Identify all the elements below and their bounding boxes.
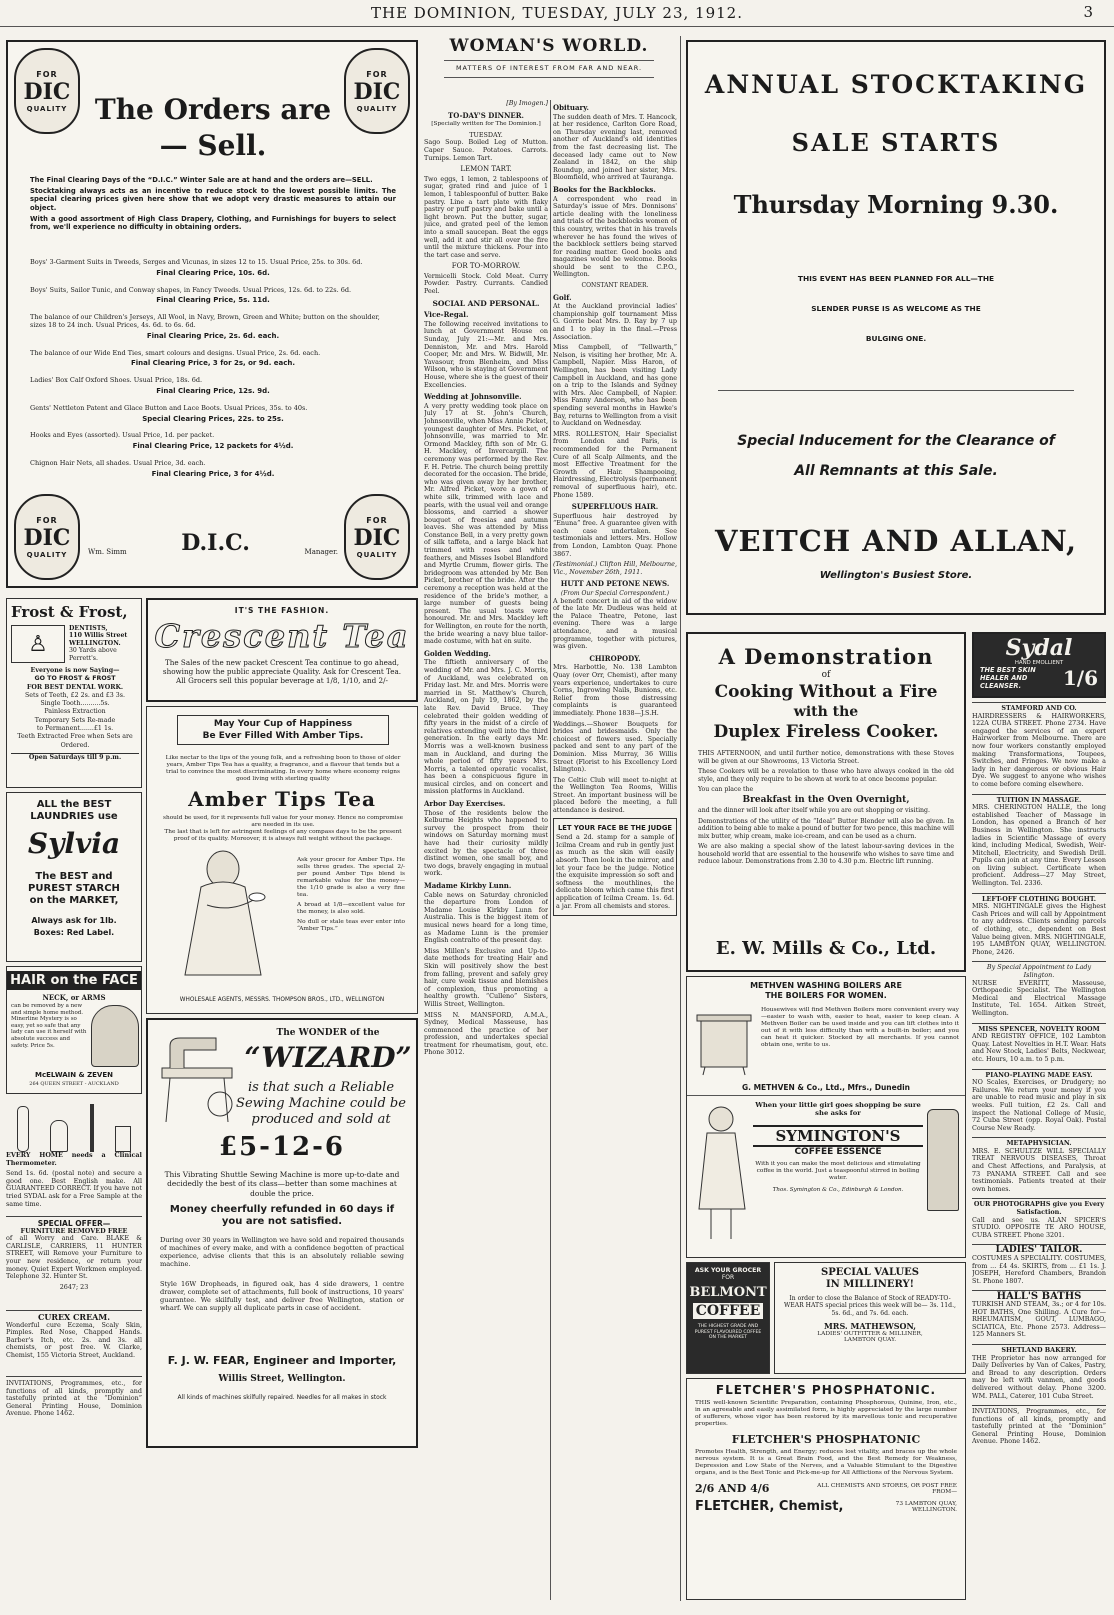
classified-item: METAPHYSICIAN. MRS. E. SCHULTZE WILL SPECIALLY TREAT NERVOUS DISEASES, Throat and Chest Affections, and Paralysis, at 73 PANAMA STREET. Call and see testimonials. Patients treated at their own homes.	[972, 1137, 1106, 1198]
belmont-brand: BELMONT	[689, 1285, 767, 1300]
womans-world-col-2	[553, 100, 677, 1600]
social-heading: SOCIAL AND PERSONAL.	[432, 298, 540, 308]
hair-removal-ad	[6, 966, 142, 1094]
ew-mills-ad: A Demonstration of Cooking Without a Fire with the Duplex Fireless Cooker. THIS AFTERNOON, and until further notice, demonstrations with these Stoves will be given at our Showrooms, 13 Victoria Street. These Cookers will be a revelation to those who have always cooked in the old style, and they only require to be shown at work to at once become popular. You can place the Breakfast in the Oven Overnight, and the dinner will look after itself while you are out shopping or visiting. Demonstrations of the utility of the “Ideal” Butter Blender will also be given. In addition to being able to make a pound of butter for two pence, this machine will mix butter, whip cream, make ice-cream, and can be used as a churn. We are also making a special show of the latest labour-saving devices in the household world that are essential to the housewife who wishes to save time and reduce labour. Demonstrations from 2.30 to 4.30 p.m. Electric lift running. E. W. Mills & Co., Ltd.	[686, 632, 966, 972]
classifieds-column	[972, 702, 1106, 1602]
classified-item: PIANO-PLAYING MADE EASY. NO Scales, Exercises, or Drudgery; no Failures. We return your money if you are unable to read music and play in six weeks. Full tuition, £2 2s. Call and inspect the National College of Music, 72 Cuba Street (opp. Royal Oak). Postal Course New Ready.	[972, 1069, 1106, 1138]
hair-company: McELWAIN & ZEVEN	[35, 1071, 113, 1079]
dic-item: Ladies' Box Calf Oxford Shoes. Usual Price, 18s. 6d. Final Clearing Price, 12s. 9d.	[30, 376, 270, 395]
methven-body: Housewives will find Methven Boilers more convenient every way—easier to wash with, easier to heat, easier to keep clean. A Methven Boiler can be used inside and you can lift clothes into it out of it with less difficulty than with a built-in boiler; and you can heat it quicker. Stocked by all merchants. If you cannot obtain one, write to us.	[761, 1007, 959, 1048]
fletcher-price: 2/6 AND 4/6	[695, 1482, 770, 1495]
wizard-brand: “WIZARD”	[244, 1041, 412, 1074]
dic-badge-top-right: FOR DIC QUALITY	[344, 48, 410, 134]
chiropody-body: Mrs. Harbottle, No. 138 Lambton Quay (over Orr, Chemist), after many years experience, undertakes to cure Corns, Ingrowing Nails, Bunions, etc. Relief from those distressing complaints is guaranteed immediately. Phone 1838—J.S.H.	[553, 663, 677, 717]
arbor-day-heading: Arbor Day Exercises.	[424, 799, 506, 809]
frost-body: Everyone is now Saying— GO TO FROST & FROST FOR BEST DENTAL WORK. Sets of Teeth, £2 2s. and £3 3s. Single Tooth..........5s. Painless Extraction Temporary Sets Re-made to Permanent.......£1 1s. Teeth Extracted Free when Sets are Ordered. Open Saturdays till 9 p.m.	[11, 667, 139, 762]
icilma-heading: LET YOUR FACE BE THE JUDGE	[557, 823, 673, 832]
amber-side: Ask your grocer for Amber Tips. He sells three grades. The special 2/- per pound Amber Tips blend is remarkable value for the money—the 1/10 grade is also a very fine tea. A broad at 1/8—excellent value for the money, is also sold. No dull or stale teas ever enter into “Amber Tips.”	[297, 857, 405, 932]
dinner-note: [Specially written for The Dominion.]	[431, 121, 541, 128]
golden-wedding-body: The fiftieth anniversary of the wedding of Mr. and Mrs. J. C. Morris, of Auckland, was celebrated on Friday last. Mr. and Mrs. Morris were married in St. Matthew's Church, Auckland, on July 19, 1862, by the late Rev. David Bruce. They celebrated their golden wedding of fifty years in the midst of a circle of relatives extending well into the third generation. In the early days Mr. Morris was a well-known business man in Auckland, and during the whole period of fifty years Mrs. Morris, a talented operatic vocalist, has been a conspicuous figure in musical circles, and on concert and mission platforms in Auckland.	[424, 658, 548, 796]
sydal-price: 1/6	[1062, 666, 1098, 690]
golf-heading: Golf.	[553, 292, 572, 302]
furniture-ad	[6, 1216, 142, 1306]
classified-item: TUITION IN MASSAGE. MRS. CHERINGTON HALLE, the long established Teacher of Massage in London, has opened a Branch of her Business in Wellington. She instructs ladies in Scientific Massage of every kind, including Medical, Swedish, Weir-Mitchell, Electricity, and Swedish Drill. Pupils can join at any time. Every Lesson on living subject. Certificate when proficient. Address—27 May Street, Wellington. Tel. 2336.	[972, 794, 1106, 893]
constant-reader: CONSTANT READER.	[581, 282, 649, 290]
millinery-heading: SPECIAL VALUES IN MILLINERY!	[820, 1267, 920, 1290]
classified-item: MISS SPENCER, NOVELTY ROOM AND REGISTRY OFFICE, 102 Lambton Quay. Latest Novelties in H.T. Wear. Hats and New Stock, Ladies' Belts, Neckwear, etc. Hours, 10 a.m. to 5 p.m.	[972, 1023, 1106, 1069]
personal-notes: Miss Campbell, of “Tellwarth,” Nelson, is visiting her brother, Mr. A. Campbell, Napier. Miss Haron, of Wellington, has been visiting Lady Campbell in Auckland, and has gone on a trip to the Islands and Sydney with Mrs. Alec Campbell, of Napier. Miss Fanny Anderson, who has been spending several months in Hawke's Bay, returns to Wellington from a visit to Auckland on Wednesday.	[553, 343, 677, 428]
sale-start-time: Thursday Morning 9.30.	[733, 190, 1059, 219]
dic-item: Chignon Hair Nets, all shades. Usual Price, 3d. each. Final Clearing Price, 3 for 4½d.	[30, 458, 275, 478]
kirkby-lunn-heading: Madame Kirkby Lunn.	[424, 881, 512, 890]
fletcher-heading: FLETCHER'S PHOSPHATONIC.	[715, 1383, 937, 1397]
sydal-note: HAND EMOLLIENT	[1014, 660, 1064, 666]
womans-world-header	[424, 36, 674, 100]
stocktaking-heading: ANNUAL STOCKTAKING	[704, 70, 1088, 99]
classified-item: HALL'S BATHS TURKISH AND STEAM, 3s.; or 4 for 10s. HOT BATHS, One Shilling. A Cure for— RHEUMATISM, GOUT, LUMBAGO, SCIATICA, Etc. Phone 2573. Address—125 Manners St.	[972, 1290, 1106, 1344]
beaker-icon	[50, 1120, 68, 1152]
wizard-dealer: F. J. W. FEAR, Engineer and Importer,	[167, 1354, 397, 1367]
dinner-body: Sago Soup. Boiled Leg of Mutton. Caper Sauce. Potatoes. Carrots. Turnips. Lemon Tart.	[424, 138, 548, 162]
superfluous-hair-heading: SUPERFLUOUS HAIR.	[571, 502, 659, 512]
dic-items	[30, 250, 396, 479]
tomorrow-body: Vermicelli Stock. Cold Meat. Curry Powder. Pastry. Currants. Candied Peel.	[424, 271, 548, 296]
sewing-machine-illustration	[156, 1028, 238, 1126]
portrait-icon	[91, 1005, 139, 1067]
methven-ad	[686, 976, 966, 1258]
womans-world-col-1	[424, 100, 548, 1290]
sydal-ad	[972, 632, 1106, 698]
curex-title: CUREX CREAM.	[37, 1312, 111, 1322]
furniture-body: of all Worry and Care. BLAKE & CARLISLE, CARRIERS, 11 HUNTER STREET, will Remove your Furniture to your new residence, or return your money. Quiet Expert Workmen employed. Telephone 32. Hunter St.	[6, 1234, 142, 1281]
tomorrow-heading: FOR TO-MORROW.	[451, 262, 521, 271]
obituary-body: The sudden death of Mrs. T. Hancock, at her residence, Carlton Gore Road, on Thursday evening last, removed another of Auckland's old identities from the fast decreasing list. The deceased lady came out to New Zealand in 1842, on the ship Roundup, and joined her sister, Mrs. Bloomfield, who arrived at Tauranga.	[553, 112, 677, 182]
backblocks-body: A correspondent who read in Saturday's issue of Mrs. Donnisons' article dealing with the loneliness and trials of the backblocks women of this country, writes that in his travels wherever he has found the wives of the backblock settlers being starved for reading matter. Good books and magazines would be welcome. Books should be sent to the C.P.O., Wellington.	[553, 194, 677, 279]
wilton-body: Send 1s. 6d. (postal note) and secure a good one. Best English make. All GUARANTEED CORRECT. If you have not tried SYDAL ask for a Free Sample at the same time.	[6, 1169, 142, 1208]
veitch-allan-tagline: Wellington's Busiest Store.	[819, 570, 973, 581]
viceregal-body: The following received invitations to lunch at Government House on Sunday, July 21:—Mr. and Mrs. Denniston, Mr. and Mrs. Harold Cooper, Mr. and Mrs. W. Bidwill, Mr. Yavasour, from Blenheim, and Miss Wilson, who is staying at Government House, where she is the guest of their Excellencies.	[424, 319, 548, 389]
dic-item: Boys' 3-Garment Suits in Tweeds, Serges and Vicunas, in sizes 12 to 15. Usual Price, 25s. to 30s. 6d. Final Clearing Price, 10s. 6d.	[30, 258, 363, 277]
sylvia-ad	[6, 792, 142, 962]
veitch-allan-ad	[686, 40, 1106, 615]
frost-ad	[6, 598, 142, 788]
wedding-body: A very pretty wedding took place on July 17 at St. John's Church, Johnsonville, when Miss Annie Picket, youngest daughter of Mrs. Picket, of Johnsonville, was married to Mr. Ormond Mackley, fifth son of Mr. G. H. Mackley, of Invercargill. The ceremony was performed by the Rev. F. H. Petrie. The church being prettily decorated for the occasion. The bride, who was given away by her brother, Mr. Alfred Picket, wore a gown of white silk, trimmed with lace and pearls, with the usual veil and orange blossoms, and carried a shower bouquet of freesias and autumn leaves. She was attended by Miss Constance Bell, in a very pretty gown of silk taffeta, and a large black hat trimmed with roses and white feathers, and Misses Isobel Blandford and Myrtle Crumm, flower girls. The bridegroom was attended by Mr. Ben Picket, brother of the bride. After the ceremony a reception was held at the residence of the bride's mother, a large number of guests being present. The usual toasts were honoured. Mr. and Mrs. Mackley left for Wellington, en route for the north, the bride wearing a navy blue tailor-made costume, with hat en suite.	[424, 401, 548, 646]
apparatus-illustration	[6, 1100, 142, 1152]
boiler-illustration	[693, 1007, 755, 1077]
demo-subheading: Cooking Without a Fire	[714, 682, 938, 702]
amber-brand: Amber Tips Tea	[188, 787, 376, 811]
fletcher-firm: FLETCHER, Chemist,	[695, 1499, 844, 1514]
curex-body: Wonderful cure Eczema, Scaly Skin, Pimples. Red Nose, Chapped Hands. Barber's Itch, etc. 2s. and 3s. all chemists, or post free. W. Clarke, Chemist, 155 Victoria Street, Auckland.	[6, 1320, 142, 1359]
hutt-subheading: (From Our Special Correspondent.)	[560, 590, 670, 598]
fletcher-ad	[686, 1378, 966, 1600]
wizard-footer: All kinds of machines skilfully repaired. Needles for all makes in stock	[177, 1394, 387, 1401]
millinery-firm: MRS. MATHEWSON,	[823, 1321, 917, 1332]
classified-item: By Special Appointment to Lady Islington. NURSE EVERITT, Masseuse, Orthopaedic Specialist. The Wellington Medical and Electrical Massage Institute, Tel. 1654. Aitken Street, Wellington.	[972, 961, 1106, 1022]
ew-mills-name: E. W. Mills & Co., Ltd.	[715, 938, 937, 959]
fletcher-body-2: Promotes Health, Strength, and Energy; reduces lost vitality, and braces up the whole nervous system. It is a Great Brain Food, and the Best Remedy for Weakness, Depression and Low State of the Nerves, and a Valuable Stimulant to the Digestive organs, and is the Best Tonic and Pick-me-up for All Afflictions of the Nervous System.	[695, 1449, 957, 1476]
dic-intro	[30, 176, 396, 234]
hair-body: can be removed by a new and simple home method. Minerline Mystery is so easy, yet so safe that any lady can use it herself with absolute success and safety. Price 5s.	[11, 1003, 87, 1049]
amber-wholesale: WHOLESALE AGENTS, MESSRS. THOMPSON BROS., LTD., WELLINGTON	[179, 997, 385, 1003]
jar-icon	[115, 1126, 131, 1152]
dic-intro-3: With a good assortment of High Class Drapery, Clothing, and Furnishings for buyers to select from, we'll experience no difficulty in obtaining orders.	[30, 214, 396, 232]
golf-body: At the Auckland provincial ladies' championship golf tournament Miss G. Gorrie beat Mrs. D. Ray by 7 up and 1 to play in the final.—Press Association.	[553, 302, 677, 341]
rolleston-notice: MRS. ROLLESTON, Hair Specialist from London and Paris, is recommended for the Permanent Cure of all Scalp Ailments, and the most Effective Treatment for the Growth of Hair. Shampooing, Hairdressing, Electrolysis (permanent removal of superfluous hair), etc. Phone 1589.	[553, 429, 677, 499]
obituary-heading: Obituary.	[553, 103, 589, 112]
dinner-day: TUESDAY.	[469, 130, 503, 139]
lemon-tart-body: Two eggs, 1 lemon, 2 tablespoons of sugar, grated rind and juice of 1 lemon, 1 tablespoonful of butter. Bake pastry. Line a tart plate with flaky pastry or puff pastry and bake until a light brown. Put the butter, sugar, juice, and grated peel of the lemon into a small saucepan. Beat the eggs well, add it and stir all over the fire until the mixture thickens. Pour into the tart case and serve.	[424, 174, 548, 259]
wizard-lines: is that such a Reliable Sewing Machine could be produced and sold at	[236, 1080, 406, 1127]
weddings-florist-notice: Weddings.—Shower Bouquets for brides and bridesmaids. Only the choicest of flowers used. Specially packed and sent to any part of the Dominion. Miss Murray, 36 Willis Street (Florist to his Excellency Lord Islington).	[553, 719, 677, 774]
fletcher-body-1: THIS well-known Scientific Preparation, containing Phosphorous, Quinine, Iron, etc., in an agreeable and easily assimilated form, is highly appreciated by the large number of sufferers, whose vigor has been restored by its marvellous tonic and recuperative properties.	[695, 1400, 957, 1427]
classified-item: STAMFORD AND CO. HAIRDRESSERS & HAIRWORKERS, 122A CUBA STREET. Phone 2734. Have engaged the services of an expert Hairworker from Melbourne. There are now four workers constantly employed making Transformations, Toupees, Switches, and Fringes. We now make a lady in her dangerous or obvious Hair Dye. We suggest to anyone who wishes to come before coming elsewhere.	[972, 702, 1106, 794]
amber-heading: May Your Cup of Happiness Be Ever Filled With Amber Tips.	[177, 715, 389, 745]
demo-product: Duplex Fireless Cooker.	[713, 722, 939, 742]
sylvia-body: The BEST and PUREST STARCH on the MARKET, Always ask for 1lb. Boxes: Red Label.	[28, 871, 120, 937]
dic-item: Boys' Suits, Sailor Tunic, and Conway shapes, in Fancy Tweeds. Usual Prices, 12s. 6d. to 22s. 6d. Final Clearing Price, 5s. 11d.	[30, 285, 352, 305]
event-note: THIS EVENT HAS BEEN PLANNED FOR ALL—THE SLENDER PURSE IS AS WELCOME AS THE BULGING ONE.	[797, 274, 995, 343]
dic-badge-top-left: FOR DIC QUALITY	[14, 48, 80, 134]
furniture-phone: 2647; 23	[59, 1282, 89, 1291]
wizard-sewing-ad	[146, 1018, 418, 1448]
belmont-sub: THE HIGHEST GRADE AND PUREST FLAVOURED COFFEE ON THE MARKET	[694, 1324, 762, 1341]
hair-sub: NECK, or ARMS	[42, 993, 106, 1002]
dinner-heading: TO-DAY'S DINNER.	[448, 110, 524, 120]
golden-wedding-heading: Golden Wedding.	[424, 648, 491, 658]
belmont-coffee-ad: ASK YOUR GROCER FOR BELMONT COFFEE THE HIGHEST GRADE AND PUREST FLAVOURED COFFEE ON THE MARKET	[686, 1262, 770, 1374]
dic-item: Hooks and Eyes (assorted). Usual Price, 1d. per packet. Final Clearing Price, 12 packets for 4½d.	[30, 431, 294, 451]
symington-brand: SYMINGTON'S	[753, 1125, 923, 1147]
wizard-refund: Money cheerfully refunded in 60 days if you are not satisfied.	[169, 1204, 395, 1227]
hair-address: 264 QUEEN STREET - AUCKLAND	[29, 1081, 119, 1087]
dic-item: Gents' Nettleton Patent and Glace Button and Lace Boots. Usual Prices, 35s. to 40s. Special Clearing Prices, 22s. to 25s.	[30, 403, 308, 423]
testimonial: (Testimonial.) Clifton Hill, Melbourne, Vic., November 26th, 1911.	[553, 560, 677, 576]
symington-lead: When your little girl goes shopping be sure she asks for	[755, 1101, 921, 1117]
chiropody-heading: CHIROPODY.	[589, 653, 641, 663]
wizard-head: The WONDER of the	[276, 1028, 380, 1038]
crescent-body: The Sales of the new packet Crescent Tea continue to go ahead, showing how the public appreciate Quality. Ask for Crescent Tea. All Grocers sell this popular beverage at 1/8, 1/10, and 2/-	[162, 658, 402, 685]
superfluous-hair-body: Superfluous hair destroyed by “Enuna” free. A guarantee given with each case undertaken. See testimonials and letters. Mrs. Hollow from London, Lambton Quay. Phone 3867.	[553, 511, 677, 558]
symington-maker: Thos. Symington & Co., Edinburgh & London.	[772, 1187, 904, 1193]
special-inducement: Special Inducement for the Clearance of All Remnants at this Sale.	[737, 433, 1055, 479]
demo-body: THIS AFTERNOON, and until further notice, demonstrations with these Stoves will be given at our Showrooms, 13 Victoria Street. These Cookers will be a revelation to those who have always cooked in the old style, and they only require to be shown at work to at once become popular. You can place the Breakfast in the Oven Overnight, and the dinner will look after itself while you are out shopping or visiting. Demonstrations of the utility of the “Ideal” Butter Blender will also be given. In addition to being able to make a pound of butter for two pence, this machine will mix butter, whip cream, make ice-cream, and can be used as a churn. We are also making a special show of the latest labour-saving devices in the household world that are essential to the housewife who wishes to save time and reduce labour. Demonstrations from 2.30 to 4.30 p.m. Electric lift running.	[698, 750, 954, 865]
millen-notice: Miss Millen's Exclusive and Up-to-date methods for treating Hair and Skin will positively show the best from falling, prevent and safely grey hair, cure weak tissue and blemishes of complexion, thus promoting a healthy growth. “Culleno” Sisters, Willis Street, Wellington.	[424, 946, 548, 1008]
furniture-title: SPECIAL OFFER—	[37, 1219, 111, 1228]
curex-ad	[6, 1310, 142, 1372]
hutt-heading: HUTT AND PETONE NEWS.	[560, 579, 670, 589]
hutt-body: A benefit concert in aid of the widow of the late Mr. Dudleus was held at the Palace Theatre, Petone, last evening. There was a large attendance, and a musical programme, together with pictures, was given.	[553, 596, 677, 651]
celtic-club-notice: The Celtic Club will meet to-night at the Wellington Tea Rooms, Willis Street. An important business will be placed before the meeting, a full attendance is desired.	[553, 775, 677, 815]
dic-signer: Wm. Simm	[88, 548, 127, 556]
millinery-body: In order to close the Balance of Stock of READY-TO-WEAR HATS special prices this week will be— 3s. 11d., 5s. 6d., and 7s. 6d. each.	[784, 1295, 956, 1317]
classified-item: INVITATIONS, Programmes, etc., for functions of all kinds, promptly and tastefully printed at the “Dominion” General Printing House, Dominion Avenue. Phone 1462.	[972, 1405, 1106, 1451]
masthead	[0, 0, 1114, 27]
kirkby-lunn-body: Cable news on Saturday chronicled the departure from London of Madame Louise Kirkby Lunn for Australia. This is the biggest item of musical news heard for a long time, as Madame Lunn is the premier English contralto of the present day.	[424, 890, 548, 945]
hair-title: HAIR on the FACE	[7, 971, 141, 990]
dic-intro-2: Stocktaking always acts as an incentive to reduce stock to the lowest possible limits. The special clearing prices given here show that we adopt very drastic measures to attain our object.	[30, 187, 396, 212]
amber-intro: Like nectar to the lips of the young folk, and a refreshing boon to those of older years, Amber Tips Tea has a quality, a fragrance, and a flavour that tends but a trial to convince the most discriminating. In every home where economy reigns good living with sterling quality	[165, 755, 401, 782]
crescent-kicker: IT'S THE FASHION.	[234, 606, 330, 615]
thermometer-icon	[90, 1104, 94, 1152]
sydal-sub: THE BEST SKIN HEALER AND CLEANSER.	[980, 666, 1036, 690]
wilton-title: EVERY HOME needs a Clinical Thermometer.	[6, 1151, 142, 1167]
dic-signature	[88, 530, 338, 556]
millinery-ad: SPECIAL VALUES IN MILLINERY! In order to close the Balance of Stock of READY-TO-WEAR HATS special prices this week will be— 3s. 11d., 5s. 6d., and 7s. 6d. each. MRS. MATHEWSON, LADIES' OUTFITTER & MILLINER, LAMBTON QUAY.	[774, 1262, 966, 1374]
frost-title: Frost & Frost,	[11, 603, 128, 621]
tooth-icon: ♙	[11, 625, 65, 663]
womans-world-subtitle: MATTERS OF INTEREST FROM FAR AND NEAR.	[455, 64, 643, 72]
sale-starts-heading: SALE STARTS	[791, 128, 1001, 157]
girl-illustration	[693, 1099, 751, 1249]
fletcher-agents: ALL CHEMISTS AND STORES, OR POST FREE FROM—	[817, 1482, 957, 1495]
frost-address: DENTISTS, 110 Willis Street WELLINGTON. 30 Yards above Perrett's.	[69, 625, 128, 662]
amber-tips-ad	[146, 706, 418, 1014]
classified-item: LADIES' TAILOR. COSTUMES A SPECIALITY. COSTUMES, from ... £4 4s. SKIRTS, from ... £1 1s. J. JOSEPH, Hereford Chambers, Brandon St. Phone 1807.	[972, 1244, 1106, 1290]
dic-item: The balance of our Wide End Ties, smart colours and designs. Usual Price, 2s. 6d. each. Final Clearing Price, 3 for 2s, or 9d. each.	[30, 348, 321, 368]
veitch-allan-name: VEITCH AND ALLAN,	[714, 524, 1078, 558]
furniture-sub: FURNITURE REMOVED FREE	[20, 1226, 128, 1235]
crescent-tea-ad	[146, 598, 418, 702]
classified-item: LEFT-OFF CLOTHING BOUGHT. MRS. NIGHTINGALE gives the Highest Cash Prices and will call by Appointment to any address. Clients sending parcels of clothing, etc., dependent on Best Value being given. MRS. NIGHTINGALE, 195 LAMBTON QUAY, WELLINGTON. Phone, 2426.	[972, 893, 1106, 962]
wizard-body-2: During over 30 years in Wellington we have sold and repaired thousands of machines of every make, and with a confidence begotten of practical experience, advise clients that this is an absolutely reliable sewing machine.	[160, 1236, 405, 1268]
demo-heading: A Demonstration	[718, 644, 934, 669]
classified-item: OUR PHOTOGRAPHS give you Every Satisfaction. Call and see us. ALAN SPICER'S STUDIO. OPPOSITE TE ARO HOUSE, CUBA STREET. Phone 3201.	[972, 1198, 1106, 1244]
fletcher-address: 73 LAMBTON QUAY, WELLINGTON.	[895, 1500, 957, 1513]
mansford-notice: MISS N. MANSFORD, A.M.A., Sydney, Medical Masseuse, has commenced the practice of her profession, and undertakes special treatment for rheumatism, gout, etc. Phone 3012.	[424, 1010, 548, 1057]
dic-badge-bottom-right: FOR DIC QUALITY	[344, 494, 410, 580]
belmont-ask: ASK YOUR GROCER	[694, 1267, 762, 1274]
viceregal-heading: Vice-Regal.	[424, 310, 469, 320]
masthead-title: THE DOMINION, TUESDAY, JULY 23, 1912.	[371, 4, 743, 22]
wizard-body-1: This Vibrating Shuttle Sewing Machine is more up-to-date and decidedly the best of its class—better than some machines at double the price.	[164, 1170, 400, 1198]
fletcher-heading-2: FLETCHER'S PHOSPHATONIC	[731, 1433, 921, 1446]
page-number: 3	[1083, 3, 1094, 21]
wizard-address: Willis Street, Wellington.	[218, 1374, 346, 1384]
dic-ad	[6, 40, 418, 588]
byline: [By Imogen.]	[506, 100, 548, 107]
methven-heading: METHVEN WASHING BOILERS ARE THE BOILERS FOR WOMEN.	[750, 981, 902, 1000]
icilma-body: Send a 2d. stamp for a sample of Icilma Cream and rub in gently just as much as the skin will easily absorb. Then look in the mirror, and let your face be the judge. Notice the exquisite impression so soft and softness the mouthlines, the delicate bloom which came this first application of Icilma Cream. 1s. 6d. a jar. From all chemists and stores.	[556, 833, 674, 910]
dic-role: Manager.	[304, 548, 338, 556]
backblocks-heading: Books for the Backblocks.	[553, 184, 656, 194]
wizard-price: £5-12-6	[218, 1132, 346, 1162]
sydal-brand: Sydal	[1005, 635, 1073, 661]
dic-item: The balance of our Children's Jerseys, All Wool, in Navy, Brown, Green and White; button on the shoulder, sizes 18 to 24 inch. Usual Prices, 4s. 6d. to 6s. 6d. Final Clearing Price, 2s. 6d. each.	[30, 313, 380, 340]
sylvia-brand: Sylvia	[27, 827, 121, 860]
wilton-ad	[6, 1100, 142, 1210]
arbor-day-body: Those of the residents below the Kelburne Heights who happened to survey the prospect from their windows on Saturday morning must have had their curiosity mildly excited by the spectacle of three distinct women, one small boy, and two dogs, bravely engaging in mutual work.	[424, 808, 548, 878]
symington-body: With it you can make the most delicious and stimulating coffee in the world. Just a teaspoonful stirred in boiling water.	[755, 1161, 921, 1181]
icilma-ad	[553, 818, 677, 917]
bottle-icon	[927, 1109, 959, 1211]
wedding-heading: Wedding at Johnsonville.	[424, 392, 522, 402]
belmont-coffee: COFFEE	[693, 1303, 763, 1319]
flask-icon	[17, 1106, 29, 1152]
wizard-body-3: Style 16W Dropheads, in figured oak, has 4 side drawers, 1 centre drawer, complete set of attachments, full book of instructions, 10 years' guarantee. We skilfully test, and deliver free Wellington, station or wharf. We can supply all duplicate parts in case of accident.	[160, 1280, 404, 1312]
invitations-body: INVITATIONS, Programmes, etc., for functions of all kinds, promptly and tastefully printed at the “Dominion” General Printing House, Dominion Avenue. Phone 1462.	[6, 1379, 142, 1418]
dic-intro-1: The Final Clearing Days of the “D.I.C.” Winter Sale are at hand and the orders are—SELL.	[30, 176, 373, 184]
dic-brand: D.I.C.	[181, 530, 250, 556]
woman-with-teacup-illustration	[171, 847, 281, 977]
symington-product: COFFEE ESSENCE	[794, 1147, 882, 1157]
methven-firm: G. METHVEN & Co., Ltd., Mfrs., Dunedin	[741, 1083, 911, 1092]
invitations-ad-left	[6, 1376, 142, 1436]
amber-body: should be used, for it represents full value for your money. Hence no compromise are needed in its use. The last that is left for astringent feelings of any compass days to be the present proof of its quality. Moreover, it is always full weight without the package.	[162, 815, 404, 842]
crescent-brand: Crescent Tea	[154, 617, 410, 655]
womans-world-title: WOMAN'S WORLD.	[449, 36, 649, 56]
lemon-tart-heading: LEMON TART.	[460, 165, 512, 174]
classified-item: SHETLAND BAKERY. THE Proprietor has now arranged for Daily Deliveries by Van of Cakes, Pastry, and Bread to any description. Orders may be left with vanmen, and goods delivered without delay. Phone 3200. WM. PALL, Caterer, 101 Cuba Street.	[972, 1344, 1106, 1405]
dic-headline: The Orders are— Sell.	[94, 93, 332, 162]
sylvia-top: ALL the BEST LAUNDRIES use	[30, 799, 118, 822]
dic-badge-bottom-left: FOR DIC QUALITY	[14, 494, 80, 580]
